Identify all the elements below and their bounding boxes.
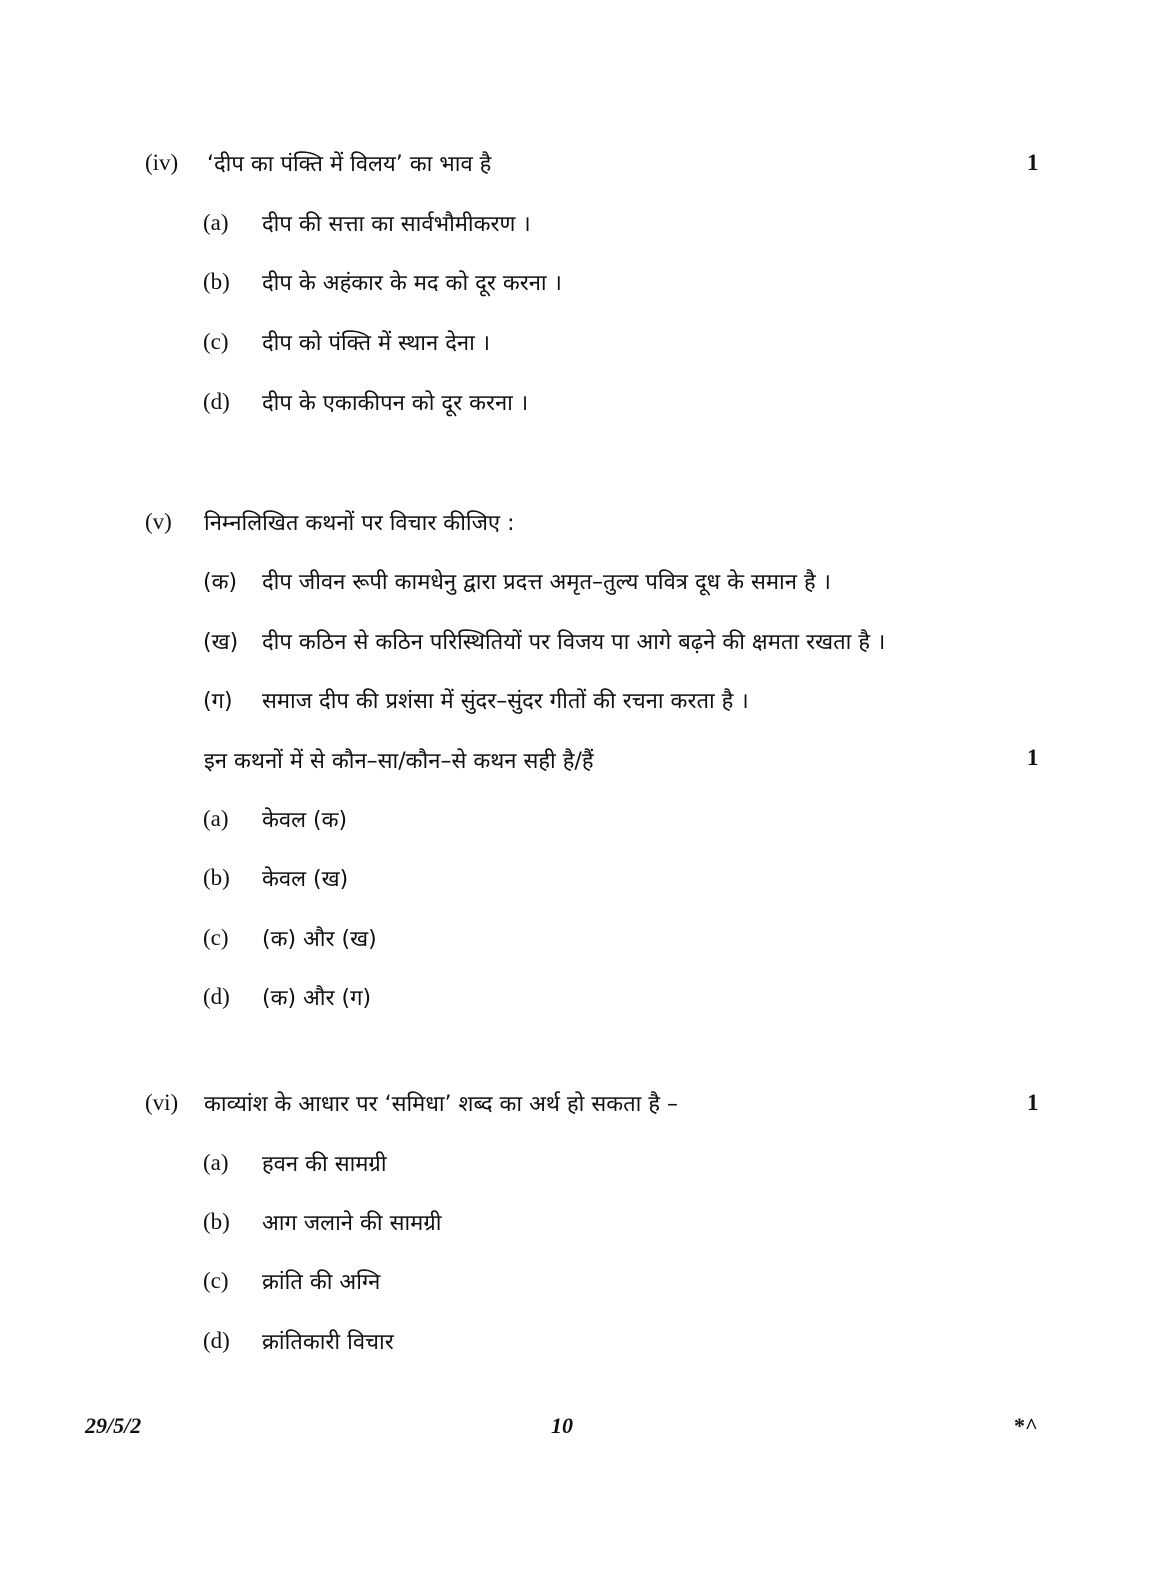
statement-text: दीप जीवन रूपी कामधेनु द्वारा प्रदत्त अमृत–तुल्य पवित्र दूध के समान है । [262, 570, 831, 595]
option-label: (b) [203, 1209, 230, 1234]
option-label: (a) [203, 210, 229, 235]
statement-label: (ख) [203, 630, 239, 655]
statement-text: समाज दीप की प्रशंसा में सुंदर–सुंदर गीतों की रचना करता है । [262, 689, 749, 714]
option-text: आग जलाने की सामग्री [262, 1211, 442, 1236]
option-label: (d) [203, 1328, 230, 1353]
option-text: हवन की सामग्री [262, 1152, 387, 1177]
question-text: काव्यांश के आधार पर ‘समिधा’ शब्द का अर्थ हो सकता है – [204, 1092, 678, 1117]
question-number: (iv) [145, 150, 179, 175]
question-marks: 1 [1027, 745, 1039, 770]
option-text: (क) और (ख) [262, 927, 377, 952]
statement-text: दीप कठिन से कठिन परिस्थितियों पर विजय पा आगे बढ़ने की क्षमता रखता है । [262, 630, 886, 655]
option-text: (क) और (ग) [262, 986, 372, 1011]
statement-label: (ग) [203, 689, 233, 714]
option-text: दीप को पंक्ति में स्थान देना । [262, 331, 491, 356]
option-label: (a) [203, 806, 229, 831]
option-text: दीप की सत्ता का सार्वभौमीकरण । [262, 212, 531, 237]
option-text: दीप के अहंकार के मद को दूर करना । [262, 271, 562, 296]
question-marks: 1 [1027, 1090, 1039, 1115]
option-label: (b) [203, 865, 230, 890]
option-label: (b) [203, 269, 230, 294]
page-number: 10 [551, 1413, 573, 1438]
question-text: निम्नलिखित कथनों पर विचार कीजिए : [204, 511, 515, 536]
question-text: ‘दीप का पंक्ति में विलय’ का भाव है [207, 152, 492, 177]
option-text: क्रांति की अग्नि [262, 1270, 381, 1295]
question-number: (v) [145, 509, 172, 534]
question-marks: 1 [1027, 150, 1039, 175]
footer-mark: *^ [1014, 1413, 1038, 1438]
option-text: दीप के एकाकीपन को दूर करना । [262, 391, 529, 416]
option-label: (d) [203, 389, 230, 414]
statement-label: (क) [203, 570, 238, 595]
question-number: (vi) [145, 1090, 179, 1115]
option-text: केवल (क) [262, 808, 348, 833]
option-label: (c) [203, 925, 229, 950]
option-label: (c) [203, 329, 229, 354]
option-label: (d) [203, 984, 230, 1009]
option-text: केवल (ख) [262, 867, 349, 892]
option-label: (c) [203, 1268, 229, 1293]
paper-code: 29/5/2 [85, 1413, 142, 1438]
option-text: क्रांतिकारी विचार [262, 1330, 394, 1355]
option-label: (a) [203, 1150, 229, 1175]
question-prompt: इन कथनों में से कौन–सा/कौन–से कथन सही है/हैं [204, 749, 594, 774]
